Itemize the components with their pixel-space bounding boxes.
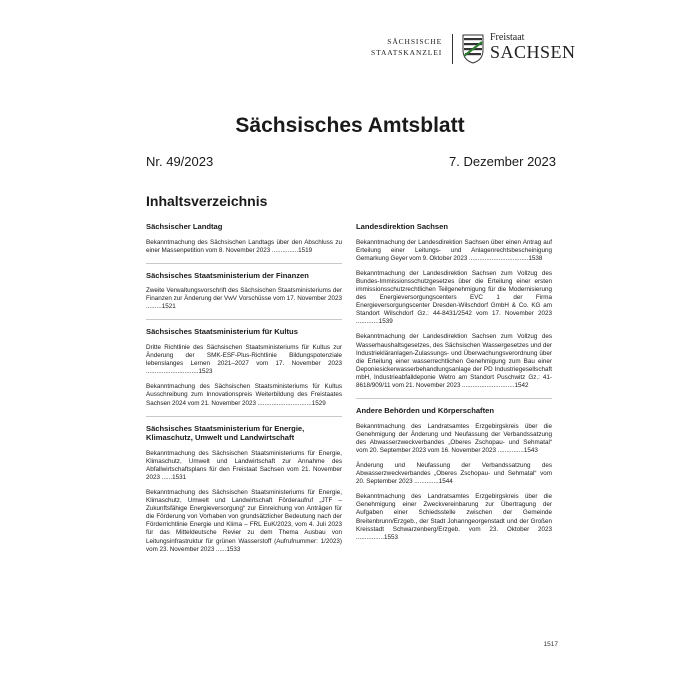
toc-left-column bbox=[146, 222, 342, 562]
section-divider bbox=[356, 398, 552, 399]
toc-entry[interactable]: Bekanntmachung der Landesdirektion Sachsen zum Vollzug des Wasserhaushaltsgesetzes, des Sächsischen Wassergesetzes und der Industriekläranlagen-Zulassungs- und Überwachungsverordnung über die Erteilung einer wasserrechtlichen Genehmigung zum Bau einer Deponiesickerwasserbehandlungsanlage der PD Industriegesellschaft mbH, Industrieabfalldeponie Wetro am Standort Puschwitz Gz.: 41-8618/909/11 vom 21. November 2023 ..............................1542 bbox=[356, 333, 552, 389]
section-title: Sächsisches Staatsministerium für Energie, Klimaschutz, Umwelt und Landwirtschaft bbox=[146, 423, 305, 443]
entry-text: Bekanntmachung der Landesdirektion Sachsen über einen Antrag auf Erteilung einer Leitungs- und Anlagenrechtsbescheinigung Gemarkung Geyer vom 9. Oktober 2023 bbox=[356, 238, 552, 262]
entry-text: Dritte Richtlinie des Sächsischen Staatsministeriums für Kultus zur Änderung der SMK-ESF-Plus-Richtlinie Bildungspotenziale lebenslanges Lernen 2021–2027 vom 17. November 2023 bbox=[146, 343, 342, 368]
entry-text: Bekanntmachung des Landratsamtes Erzgebirgskreis über die Genehmigung einer Zweckvereinbarung zur Übertragung der Aufgaben einer Schiedsstelle zwischen der Gemeinde Breitenbrunn/Erzgeb., der Stadt Johanngeorgenstadt und der Großen Kreisstadt Schwarzenberg/Erzgeb. vom 23. Oktober 2023 bbox=[356, 493, 552, 533]
toc-entry[interactable]: Dritte Richtlinie des Sächsischen Staatsministeriums für Kultus zur Änderung der SMK-ESF-Plus-Richtlinie Bildungspotenziale lebenslanges Lernen 2021–2027 vom 17. November 2023 ..............................1523 bbox=[146, 343, 342, 376]
toc-section bbox=[146, 424, 342, 554]
toc-entry[interactable]: Bekanntmachung des Sächsischen Landtags über den Abschluss zu einer Massenpetition vom 8. November 2023 ...............1519 bbox=[146, 238, 342, 254]
entry-text: Bekanntmachung des Sächsischen Landtags über den Abschluss zu einer Massenpetition vom 8. November 2023 bbox=[146, 238, 342, 254]
entry-text: Bekanntmachung des Sächsischen Staatsministeriums für Energie, Klimaschutz, Umwelt und Landwirtschaft Förderaufruf „JTF – Zukunftsfähige Energieversorgung“ zur Einreichung von Anträgen für die Förderung von Vorhaben von grundsätzlicher Bedeutung nach der Förderrichtlinie Energie und Klima – FRL EuK/2023, vom 4. Juli 2023 für das Mitteldeutsche Revier zu dem Thema Ausbau von Leitungsinfrastruktur für grünen Wasserstoff (Aufrufnummer: 1/2023) vom 23. November 2023 bbox=[146, 489, 342, 553]
toc-section bbox=[356, 406, 552, 542]
toc-entry[interactable]: Bekanntmachung des Sächsischen Staatsministeriums für Kultus Ausschreibung zum Innovationspreis Weiterbildung des Freistaates Sachsen 2024 vom 21. November 2023 ...............................1529 bbox=[146, 383, 342, 407]
entry-text: Bekanntmachung des Sächsischen Staatsministeriums für Energie, Klimaschutz, Umwelt und Landwirtschaft zur Annahme des Abfallwirtschaftsplans für den Freistaat Sachsen vom 21. November 2023 bbox=[146, 449, 342, 481]
toc-entry[interactable]: Änderung und Neufassung der Verbandssatzung des Abwasserzweckverbandes „Oberes Zschopau- und Sehmatal“ vom 20. September 2023 ..............1544 bbox=[356, 461, 552, 486]
entry-text: Bekanntmachung des Landratsamtes Erzgebirgskreis über die Genehmigung der Änderung und Neufassung der Verbandssatzung des Abwasserzweckverbandes „Oberes Zschopau- und Sehmatal“ vom 20. September 2023 vom 16. November 2023 bbox=[356, 422, 552, 454]
entry-page: 1538 bbox=[528, 254, 543, 262]
staatskanzlei-logo bbox=[371, 36, 442, 58]
section-title: Landesdirektion Sachsen bbox=[356, 222, 448, 231]
section-divider bbox=[146, 416, 342, 417]
entry-page: 1553 bbox=[384, 533, 399, 541]
entry-page: 1542 bbox=[514, 382, 529, 389]
entry-page: 1533 bbox=[226, 545, 241, 553]
toc-section bbox=[356, 222, 552, 390]
toc-entry[interactable]: Bekanntmachung des Sächsischen Staatsministeriums für Energie, Klimaschutz, Umwelt und Landwirtschaft Förderaufruf „JTF – Zukunftsfähige Energieversorgung“ zur Einreichung von Anträgen für die Förderung von Vorhaben von grundsätzlicher Bedeutung nach der Förderrichtlinie Energie und Klima – FRL EuK/2023, vom 4. Juli 2023 für das Mitteldeutsche Revier zu dem Thema Ausbau von Leitungsinfrastruktur für grünen Wasserstoff (Aufrufnummer: 1/2023) vom 23. November 2023 ......1533 bbox=[146, 489, 342, 553]
toc-entry[interactable]: Bekanntmachung der Landesdirektion Sachsen zum Vollzug des Bundes-Immissionsschutzgesetzes über die Erteilung einer ersten immissionsschutzrechtlichen Teilgenehmigung für die Modernisierung des Energieversorgungscenters EVC 1 der Firma Energieversorgungscenter Dresden-Wilschdorf GmbH & Co. KG am Standort Wilschdorf Gz.: 44-8431/2542 vom 17. November 2023 .............1539 bbox=[356, 269, 552, 326]
issue-number: Nr. 49/2023 bbox=[146, 154, 214, 169]
section-title: Andere Behörden und Körperschaften bbox=[356, 406, 494, 416]
saxony-crest-icon bbox=[462, 34, 484, 64]
entry-page: 1519 bbox=[298, 246, 313, 254]
logo-divider bbox=[452, 34, 453, 64]
logo-left-line1: SÄCHSISCHE bbox=[387, 37, 443, 46]
issue-date: 7. Dezember 2023 bbox=[449, 154, 556, 169]
entry-page: 1531 bbox=[172, 473, 187, 481]
toc-entry[interactable]: Zweite Verwaltungsvorschrift des Sächsischen Staatsministeriums der Finanzen zur Änderung der VwV Vorschüsse vom 17. November 2023 .........1521 bbox=[146, 287, 342, 311]
freistaat-sachsen-logo bbox=[490, 32, 576, 62]
toc-entry[interactable]: Bekanntmachung des Sächsischen Staatsministeriums für Energie, Klimaschutz, Umwelt und Landwirtschaft zur Annahme des Abfallwirtschaftsplans für den Freistaat Sachsen vom 21. November 2023 ......1531 bbox=[146, 449, 342, 481]
toc-entry[interactable]: Bekanntmachung des Landratsamtes Erzgebirgskreis über die Genehmigung der Änderung und Neufassung der Verbandssatzung des Abwasserzweckverbandes „Oberes Zschopau- und Sehmatal“ vom 20. September 2023 vom 16. November 2023 ...............1543 bbox=[356, 422, 552, 454]
logo-right-small: Freistaat bbox=[490, 32, 525, 43]
toc-right-column bbox=[356, 222, 552, 550]
entry-page: 1543 bbox=[523, 446, 538, 454]
entry-page: 1539 bbox=[378, 318, 393, 326]
logo-right-big: SACHSEN bbox=[490, 42, 576, 62]
entry-text: Bekanntmachung des Sächsischen Staatsministeriums für Kultus Ausschreibung zum Innovationspreis Weiterbildung des Freistaates Sachsen 2024 vom 21. November 2023 bbox=[146, 383, 342, 407]
page-number: 1517 bbox=[543, 641, 558, 648]
entry-text: Bekanntmachung der Landesdirektion Sachsen zum Vollzug des Wasserhaushaltsgesetzes, des Sächsischen Wassergesetzes und der Industriekläranlagen-Zulassungs- und Überwachungsverordnung über die Erteilung einer wasserrechtlichen Genehmigung zum Bau einer Deponiesickerwasserbehandlungsanlage der PD Industriegesellschaft mbH, Industrieabfalldeponie Wetro am Standort Puschwitz Gz.: 41-8618/909/11 vom 21. November 2023 bbox=[356, 333, 552, 389]
section-divider bbox=[146, 263, 342, 264]
toc-section bbox=[146, 327, 342, 407]
section-title: Sächsischer Landtag bbox=[146, 222, 223, 231]
entry-page: 1529 bbox=[311, 399, 326, 407]
toc-section bbox=[146, 271, 342, 312]
entry-page: 1521 bbox=[161, 303, 176, 311]
entry-page: 1544 bbox=[438, 478, 453, 486]
section-title: Sächsisches Staatsministerium der Finanzen bbox=[146, 270, 309, 280]
logo-left-line2: STAATSKANZLEI bbox=[371, 48, 443, 57]
toc-heading: Inhaltsverzeichnis bbox=[146, 193, 268, 209]
toc-entry[interactable]: Bekanntmachung der Landesdirektion Sachsen über einen Antrag auf Erteilung einer Leitungs- und Anlagenrechtsbescheinigung Gemarkung Geyer vom 9. Oktober 2023 ..................................1538 bbox=[356, 238, 552, 262]
entry-page: 1523 bbox=[198, 368, 213, 376]
entry-text: Zweite Verwaltungsvorschrift des Sächsischen Staatsministeriums der Finanzen zur Änderung der VwV Vorschüsse vom 17. November 2023 bbox=[146, 287, 342, 303]
document-title: Sächsisches Amtsblatt bbox=[235, 114, 465, 137]
entry-text: Bekanntmachung der Landesdirektion Sachsen zum Vollzug des Bundes-Immissionsschutzgesetzes über die Erteilung einer ersten immissionsschutzrechtlichen Teilgenehmigung für die Modernisierung des Energieversorgungscenters EVC 1 der Firma Energieversorgungscenter Dresden-Wilschdorf GmbH & Co. KG am Standort Wilschdorf Gz.: 44-8431/2542 vom 17. November 2023 bbox=[356, 269, 552, 318]
toc-entry[interactable]: Bekanntmachung des Landratsamtes Erzgebirgskreis über die Genehmigung einer Zweckvereinbarung zur Übertragung der Aufgaben einer Schiedsstelle zwischen der Gemeinde Breitenbrunn/Erzgeb., der Stadt Johanngeorgenstadt und der Großen Kreisstadt Schwarzenberg/Erzgeb. vom 23. Oktober 2023 ................1553 bbox=[356, 493, 552, 541]
section-divider bbox=[146, 319, 342, 320]
section-title: Sächsisches Staatsministerium für Kultus bbox=[146, 327, 298, 337]
toc-section bbox=[146, 222, 342, 255]
entry-text: Änderung und Neufassung der Verbandssatzung des Abwasserzweckverbandes „Oberes Zschopau- und Sehmatal“ vom 20. September 2023 bbox=[356, 461, 552, 486]
